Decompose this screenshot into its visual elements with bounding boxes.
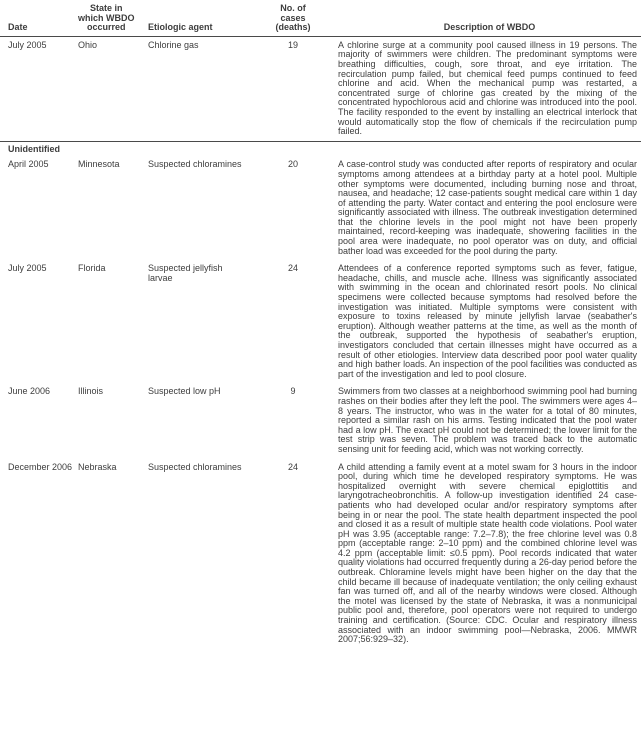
table-row	[0, 156, 641, 260]
cell-description: A child attending a family event at a motel swam for 3 hours in the indoor pool, during which time he developed respiratory symptoms. He was hospitalized overnight with severe chemical epiglottitis and laryngotracheobronchitis. A follow-up investigation identified 24 case-patients who had developed ocular and/or respiratory symptoms after being in or near the pool. The state health department inspected the pool and closed it as a result of multiple state health code violations. Pool water pH was 3.95 (acceptable range: 7.2–7.8); the free chlorine level was 0.8 ppm (acceptable range: 2–10 ppm) and the combined chlorine level was 4.2 ppm (acceptable limit: ≤0.5 ppm). Pool records indicated that water quality violations had occurred frequently during a 26-day period before the outbreak. Chloramine levels might have been higher on the day that the child became ill because of inadequate ventilation; the only ceiling exhaust fan was turned off, and all of the nearby windows were closed. Although the motel was licensed by the state of Nebraska, it was a nonmunicipal public pool and, therefore, pool operators were not required to undergo training and certification. (Source: CDC. Ocular and respiratory illness associated with an indoor swimming pool—Nebraska, 2006. MMWR 2007;56:929–32).	[338, 461, 637, 645]
cell-description: Attendees of a conference reported symptoms such as fever, fatigue, headache, chills, and muscle ache. Illness was significantly associated with swimming in the ocean and chlorinated resort pools. No clinical specimens were collected because symptoms had resolved before the investigation was initiated. Multiple symptoms were consistent with exposure to toxins released by minute jellyfish larvae (seabather's eruption). Although weather patterns at the time, as well as the month of the outbreak, supported the hypothesis of seabather's eruption, investigators concluded that certain illnesses might have occurred as a result of other etiologies. Interview data described poor pool water quality and high bather loads. An inspection of the pool facilities was conducted as part of the investigation and led to pool closure.	[338, 263, 637, 379]
col-header-state	[78, 0, 148, 36]
table-row	[0, 383, 641, 458]
col-header-state-label: State in which WBDO occurred	[78, 3, 135, 33]
cell-agent: Suspected jellyfish larvae	[148, 263, 223, 283]
section-header-row	[0, 141, 641, 156]
cell-state: Ohio	[78, 39, 98, 50]
table-row	[0, 260, 641, 383]
col-header-agent: Etiologic agent	[148, 0, 248, 36]
cell-description: A case-control study was conducted after reports of respiratory and ocular symptoms among attendees at a birthday party at a hotel pool. Multiple other symptoms were documented, including burning nose and throat, nausea, and headache; 12 case-patients sought medical care within 1 day of attending the party. Water contact and entering the pool enclosure were significantly associated with illness. The outbreak investigation determined that the chlorine levels in the pool might not have been properly maintained, record-keeping was inadequate, showering facilities in the pool area were inadequate, no pool operator was on duty, and official bather load was exceeded for the pool during the party.	[338, 159, 637, 256]
table-row	[0, 36, 641, 141]
cell-state: Nebraska	[78, 461, 117, 472]
cell-state: Illinois	[78, 386, 104, 397]
cell-description: A chlorine surge at a community pool caused illness in 19 persons. The majority of swimmers were children. The predominant symptoms were breathing difficulties, cough, sore throat, and eye irritation. The recirculation pump failed, but chemical feed pumps continued to feed chlorine and acid. When the mechanical pump was restarted, a concentrated surge of chlorine gas created by the mixing of the concentrated hypochlorous acid and chlorine was introduced into the pool. The facility responded to the event by installing an electrical interlock that would automatically stop the flow of chemicals if the recirculation pump failed.	[338, 39, 637, 137]
cell-agent: Suspected low pH	[148, 386, 221, 397]
cell-date: July 2005	[8, 263, 47, 274]
header-row	[0, 0, 641, 36]
cell-agent: Chlorine gas	[148, 39, 199, 50]
cell-cases: 9	[290, 386, 296, 397]
col-header-description: Description of WBDO	[338, 0, 641, 36]
cell-agent: Suspected chloramines	[148, 159, 242, 170]
cell-cases: 20	[287, 159, 298, 170]
section-header-label: Unidentified	[0, 141, 641, 156]
col-header-date: Date	[0, 0, 78, 36]
col-header-cases: No. of cases (deaths)	[248, 0, 338, 36]
cell-state: Florida	[78, 263, 106, 274]
cell-date: July 2005	[8, 39, 47, 50]
table-body	[0, 36, 641, 649]
cell-cases: 19	[287, 39, 298, 50]
cell-date: June 2006	[8, 386, 51, 397]
table-row	[0, 459, 641, 649]
cell-agent: Suspected chloramines	[148, 461, 242, 472]
cell-description: Swimmers from two classes at a neighborhood swimming pool had burning rashes on their bodies after they left the pool. The swimmers were ages 4–8 years. The instructor, who was in the water for a total of 80 minutes, reported a similar rash on his arms. Testing indicated that the pool water had a low pH. The exact pH could not be determined; the lower limit for the test strip was seven. The problem was traced back to the automatic sensing unit for feeding acid, which was not working correctly.	[338, 386, 637, 454]
cell-cases: 24	[287, 461, 298, 472]
cell-state: Minnesota	[78, 159, 120, 170]
cell-date: December 2006	[8, 461, 73, 472]
table-header	[0, 0, 641, 36]
cell-date: April 2005	[8, 159, 49, 170]
cell-cases: 24	[287, 263, 298, 274]
